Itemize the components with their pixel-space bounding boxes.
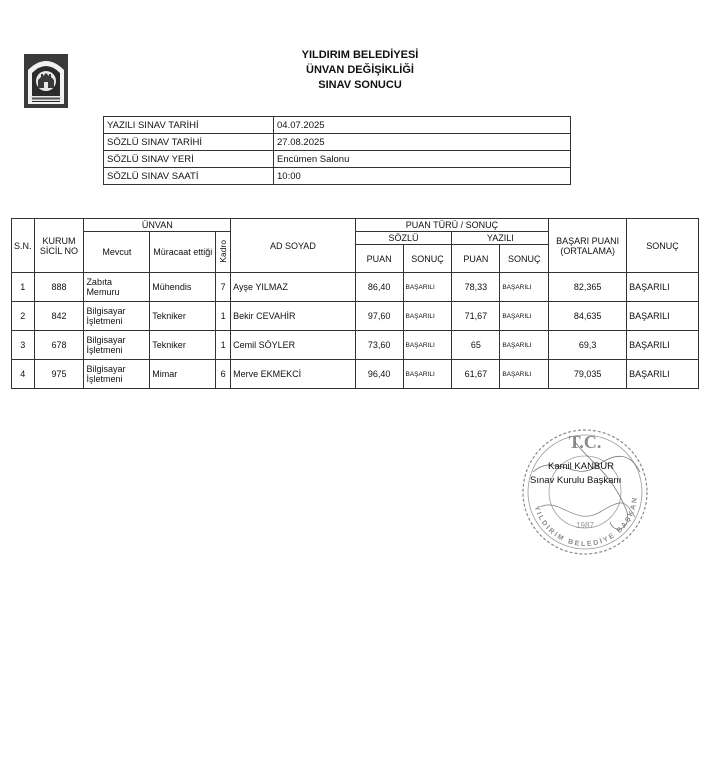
table-row <box>12 302 699 331</box>
info-value: 10:00 <box>274 168 571 185</box>
official-stamp-icon <box>515 412 655 562</box>
cell-sn: 3 <box>12 331 35 360</box>
info-label: YAZILI SINAV TARİHİ <box>104 117 274 134</box>
cell-muracaat: Mühendis <box>150 273 216 302</box>
cell-yazili-sonuc: BAŞARILI <box>500 331 549 360</box>
stamp-tc: T.C. <box>568 432 602 452</box>
table-row <box>12 331 699 360</box>
cell-sozlu-puan: 86,40 <box>355 273 403 302</box>
cell-kadro: 1 <box>216 302 231 331</box>
header-kadro <box>216 232 231 273</box>
cell-mevcut: Zabıta Memuru <box>84 273 150 302</box>
info-value: Encümen Salonu <box>274 151 571 168</box>
cell-mevcut: Bilgisayar İşletmeni <box>84 302 150 331</box>
cell-sozlu-sonuc: BAŞARILI <box>403 331 452 360</box>
results-table <box>11 218 699 389</box>
cell-sozlu-puan: 73,60 <box>355 331 403 360</box>
info-row <box>104 168 571 185</box>
cell-muracaat: Mimar <box>150 360 216 389</box>
cell-sozlu-sonuc: BAŞARILI <box>403 360 452 389</box>
header-sozlu-puan: PUAN <box>355 245 403 273</box>
municipality-logo-icon <box>24 54 68 108</box>
cell-yazili-puan: 78,33 <box>452 273 500 302</box>
header-sonuc: SONUÇ <box>627 219 699 273</box>
header-ad-soyad: AD SOYAD <box>231 219 355 273</box>
cell-sonuc: BAŞARILI <box>627 360 699 389</box>
cell-ad-soyad: Bekir CEVAHİR <box>231 302 355 331</box>
header-unvan: ÜNVAN <box>84 219 231 232</box>
table-row <box>12 273 699 302</box>
header-kadro-label: Kadro <box>218 239 229 263</box>
cell-muracaat: Tekniker <box>150 331 216 360</box>
info-row <box>104 117 571 134</box>
cell-basari-puani: 82,365 <box>549 273 627 302</box>
cell-sozlu-puan: 96,40 <box>355 360 403 389</box>
cell-yazili-puan: 71,67 <box>452 302 500 331</box>
cell-muracaat: Tekniker <box>150 302 216 331</box>
table-row <box>12 360 699 389</box>
cell-yazili-puan: 61,67 <box>452 360 500 389</box>
header-sn: S.N. <box>12 219 35 273</box>
header-yazili-puan: PUAN <box>452 245 500 273</box>
header-yazili-sonuc: SONUÇ <box>500 245 549 273</box>
info-value: 27.08.2025 <box>274 134 571 151</box>
header-yazili: YAZILI <box>452 232 549 245</box>
info-value: 04.07.2025 <box>274 117 571 134</box>
cell-yazili-sonuc: BAŞARILI <box>500 360 549 389</box>
cell-kadro: 6 <box>216 360 231 389</box>
cell-yazili-puan: 65 <box>452 331 500 360</box>
cell-basari-puani: 79,035 <box>549 360 627 389</box>
cell-ad-soyad: Cemil SÖYLER <box>231 331 355 360</box>
info-row <box>104 134 571 151</box>
cell-sn: 1 <box>12 273 35 302</box>
cell-sicil: 678 <box>34 331 84 360</box>
cell-sonuc: BAŞARILI <box>627 273 699 302</box>
cell-kadro: 1 <box>216 331 231 360</box>
cell-ad-soyad: Merve EKMEKCİ <box>231 360 355 389</box>
stamp-year: 1987 <box>576 521 594 530</box>
header-mevcut: Mevcut <box>84 232 150 273</box>
header-sozlu-sonuc: SONUÇ <box>403 245 452 273</box>
document-header <box>230 48 490 93</box>
cell-sicil: 975 <box>34 360 84 389</box>
cell-kadro: 7 <box>216 273 231 302</box>
info-label: SÖZLÜ SINAV TARİHİ <box>104 134 274 151</box>
header-line-3: SINAV SONUCU <box>318 79 402 91</box>
cell-mevcut: Bilgisayar İşletmeni <box>84 331 150 360</box>
header-kurum-sicil: KURUM SİCİL NO <box>34 219 84 273</box>
cell-sozlu-sonuc: BAŞARILI <box>403 273 452 302</box>
signatory-name: Kamil KANBUR <box>548 461 614 472</box>
stamp-ring-text: YILDIRIM BELEDİYE BAŞKAN <box>532 495 640 549</box>
cell-yazili-sonuc: BAŞARILI <box>500 302 549 331</box>
info-row <box>104 151 571 168</box>
header-puan-turu: PUAN TÜRÜ / SONUÇ <box>355 219 549 232</box>
info-label: SÖZLÜ SINAV SAATİ <box>104 168 274 185</box>
header-sozlu: SÖZLÜ <box>355 232 452 245</box>
signatory-title: Sınav Kurulu Başkanı <box>530 475 622 486</box>
header-muracaat: Müracaat ettiği <box>150 232 216 273</box>
cell-yazili-sonuc: BAŞARILI <box>500 273 549 302</box>
exam-info-table <box>103 116 571 185</box>
cell-ad-soyad: Ayşe YILMAZ <box>231 273 355 302</box>
cell-basari-puani: 69,3 <box>549 331 627 360</box>
cell-sicil: 888 <box>34 273 84 302</box>
header-basari-puani: BAŞARI PUANI (ORTALAMA) <box>549 219 627 273</box>
header-line-1: YILDIRIM BELEDİYESİ <box>301 49 419 61</box>
cell-sn: 4 <box>12 360 35 389</box>
cell-sn: 2 <box>12 302 35 331</box>
cell-sonuc: BAŞARILI <box>627 331 699 360</box>
info-label: SÖZLÜ SINAV YERİ <box>104 151 274 168</box>
cell-sicil: 842 <box>34 302 84 331</box>
cell-mevcut: Bilgisayar İşletmeni <box>84 360 150 389</box>
cell-basari-puani: 84,635 <box>549 302 627 331</box>
cell-sozlu-puan: 97,60 <box>355 302 403 331</box>
cell-sozlu-sonuc: BAŞARILI <box>403 302 452 331</box>
header-line-2: ÜNVAN DEĞİŞİKLİĞİ <box>306 64 414 76</box>
cell-sonuc: BAŞARILI <box>627 302 699 331</box>
